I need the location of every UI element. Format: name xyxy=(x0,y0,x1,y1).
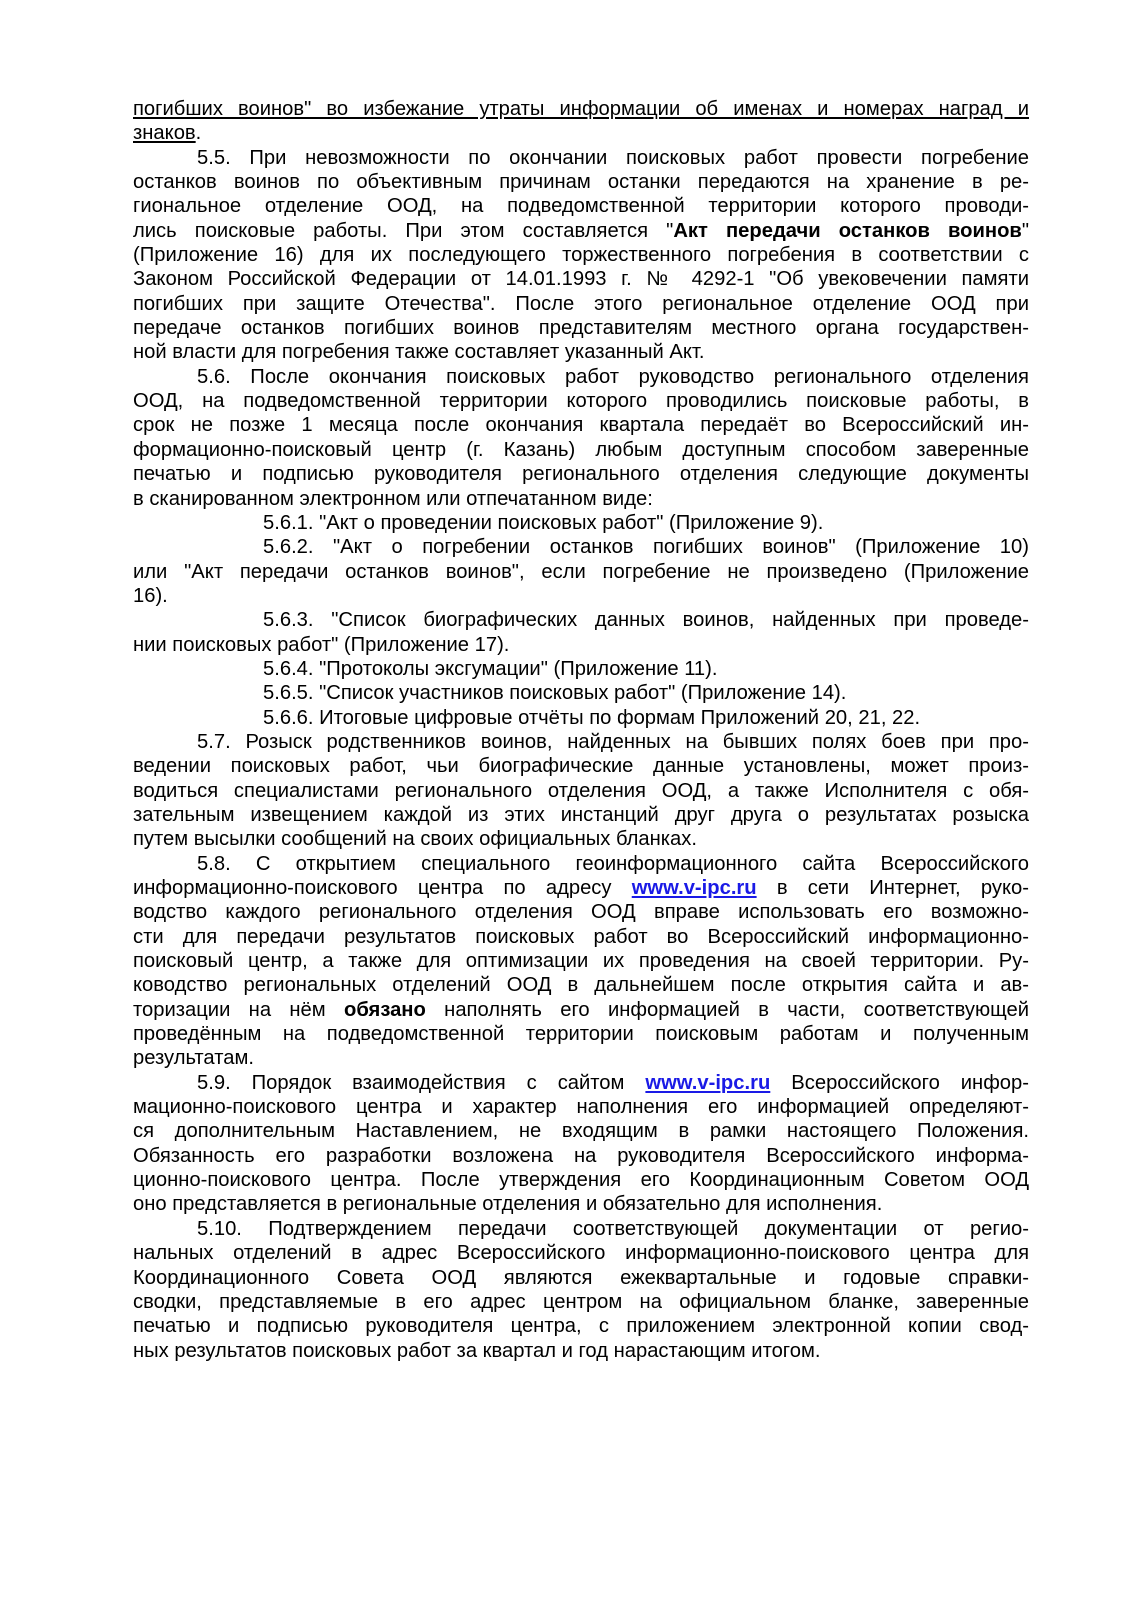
list-item-5-6-2 xyxy=(133,535,1029,608)
paragraph-5-10 xyxy=(133,1217,1029,1363)
text-line: водство каждого регионального отделения ООД вправе использовать его возможно- xyxy=(133,901,1029,924)
document-page xyxy=(133,97,1029,1363)
text-line: нии поисковых работ" (Приложение 17). xyxy=(133,633,510,656)
text-line: 5.9. Порядок взаимодействия с сайтом www.v-ipc.ru Всероссийского инфор- xyxy=(197,1071,1029,1094)
list-item-5-6-6 xyxy=(133,706,1029,730)
text-line: печатью и подписью руководителя регионального отделения следующие документы xyxy=(133,463,1029,486)
text-line: водиться специалистами регионального отделения ООД, а также Исполнителя с обя- xyxy=(133,779,1029,802)
text-line: знаков. xyxy=(133,122,202,145)
text-line: 5.10. Подтверждением передачи соответствующей документации от регио- xyxy=(197,1217,1029,1240)
list-item-5-6-4 xyxy=(133,657,1029,681)
text-line: 5.6.2. "Акт о погребении останков погибших воинов" (Приложение 10) xyxy=(263,536,1029,559)
list-item-5-6-3 xyxy=(133,608,1029,657)
text-line: 5.5. При невозможности по окончании поисковых работ провести погребение xyxy=(197,146,1029,169)
text-line: 5.6.5. "Список участников поисковых работ" (Приложение 14). xyxy=(263,682,847,705)
text-line: мационно-поискового центра и характер наполнения его информацией определяют- xyxy=(133,1096,1029,1119)
text-line: Обязанность его разработки возложена на руководителя Всероссийского информа- xyxy=(133,1144,1029,1167)
text-line: ных результатов поисковых работ за квартал и год нарастающим итогом. xyxy=(133,1339,821,1362)
text-line: гиональное отделение ООД, на подведомственной территории которого проводи- xyxy=(133,195,1029,218)
text-line: 5.8. С открытием специального геоинформационного сайта Всероссийского xyxy=(197,852,1029,875)
text-line: 16). xyxy=(133,584,168,607)
list-item-5-6-5 xyxy=(133,681,1029,705)
text-line: лись поисковые работы. При этом составляется "Акт передачи останков воинов" xyxy=(133,219,1030,242)
text-line: 5.6.1. "Акт о проведении поисковых работ" (Приложение 9). xyxy=(263,511,824,534)
text-line: зательным извещением каждой из этих инстанций друг друга о результатах розыска xyxy=(133,803,1029,826)
paragraph-5-5 xyxy=(133,146,1029,365)
text-line: проведённым на подведомственной территории поисковым работам и полученным xyxy=(133,1023,1029,1046)
text-line: в сканированном электронном или отпечатанном виде: xyxy=(133,487,653,510)
text-line: погибших при защите Отечества". После этого региональное отделение ООД при xyxy=(133,292,1029,315)
continuation-text xyxy=(133,97,1029,146)
paragraph-5-7 xyxy=(133,730,1029,852)
text-line: сводки, представляемые в его адрес центром на официальном бланке, заверенные xyxy=(133,1290,1029,1313)
text-line: оно представляется в региональные отделения и обязательно для исполнения. xyxy=(133,1193,883,1216)
text-line: ционно-поискового центра. После утверждения его Координационным Советом ООД xyxy=(133,1169,1029,1192)
text-line: останков воинов по объективным причинам останки передаются на хранение в ре- xyxy=(133,171,1029,194)
text-line: ООД, на подведомственной территории которого проводились поисковые работы, в xyxy=(133,390,1029,413)
bold-obligated: обязано xyxy=(344,998,426,1021)
text-line: поисковый центр, а также для оптимизации их проведения на своей территории. Ру- xyxy=(133,950,1029,973)
list-item-5-6-1 xyxy=(133,511,1029,535)
text-line: ведении поисковых работ, чьи биографические данные установлены, может произ- xyxy=(133,755,1029,778)
text-line: формационно-поисковый центр (г. Казань) любым доступным способом заверенные xyxy=(133,438,1029,461)
text-line: (Приложение 16) для их последующего торжественного погребения в соответствии с xyxy=(133,244,1029,267)
text-line: печатью и подписью руководителя центра, с приложением электронной копии свод- xyxy=(133,1315,1029,1338)
text-line: сти для передачи результатов поисковых работ во Всероссийский информационно- xyxy=(133,925,1029,948)
text-line: ководство региональных отделений ООД в дальнейшем после открытия сайта и ав- xyxy=(133,974,1029,997)
website-link[interactable]: www.v-ipc.ru xyxy=(631,877,757,899)
paragraph-5-8 xyxy=(133,852,1029,1071)
paragraph-5-9 xyxy=(133,1071,1029,1217)
text-line: Законом Российской Федерации от 14.01.1993 г. № 4292-1 "Об увековечении памяти xyxy=(133,268,1029,291)
text-line: ся дополнительным Наставлением, не входящим в рамки настоящего Положения. xyxy=(133,1120,1029,1143)
website-link[interactable]: www.v-ipc.ru xyxy=(645,1071,771,1094)
text-line: погибших воинов" во избежание утраты информации об именах и номерах наград и xyxy=(133,98,1029,120)
text-line: 5.6. После окончания поисковых работ руководство регионального отделения xyxy=(197,365,1029,388)
text-line: 5.7. Розыск родственников воинов, найденных на бывших полях боев при про- xyxy=(197,730,1029,753)
text-line: информационно-поискового центра по адресу www.v-ipc.ru в сети Интернет, руко- xyxy=(133,877,1029,899)
text-line: результатам. xyxy=(133,1047,254,1070)
text-line: срок не позже 1 месяца после окончания квартала передаёт во Всероссийский ин- xyxy=(133,414,1029,437)
text-line: 5.6.3. "Список биографических данных воинов, найденных при проведе- xyxy=(263,609,1029,632)
text-line: 5.6.4. "Протоколы эксгумации" (Приложение 11). xyxy=(263,657,718,680)
text-line: нальных отделений в адрес Всероссийского информационно-поискового центра для xyxy=(133,1242,1029,1265)
text-line: Координационного Совета ООД являются ежеквартальные и годовые справки- xyxy=(133,1266,1029,1289)
text-line: торизации на нём обязано наполнять его информацией в части, соответствующей xyxy=(133,998,1029,1021)
text-line: путем высылки сообщений на своих официальных бланках. xyxy=(133,828,697,851)
text-line: или "Акт передачи останков воинов", если погребение не произведено (Приложение xyxy=(133,560,1029,583)
text-line: ной власти для погребения также составляет указанный Акт. xyxy=(133,341,705,364)
paragraph-5-6 xyxy=(133,365,1029,730)
text-line: 5.6.6. Итоговые цифровые отчёты по формам Приложений 20, 21, 22. xyxy=(263,706,921,729)
text-line: передаче останков погибших воинов представителям местного органа государствен- xyxy=(133,317,1029,340)
bold-act-title: Акт передачи останков воинов xyxy=(673,219,1022,242)
